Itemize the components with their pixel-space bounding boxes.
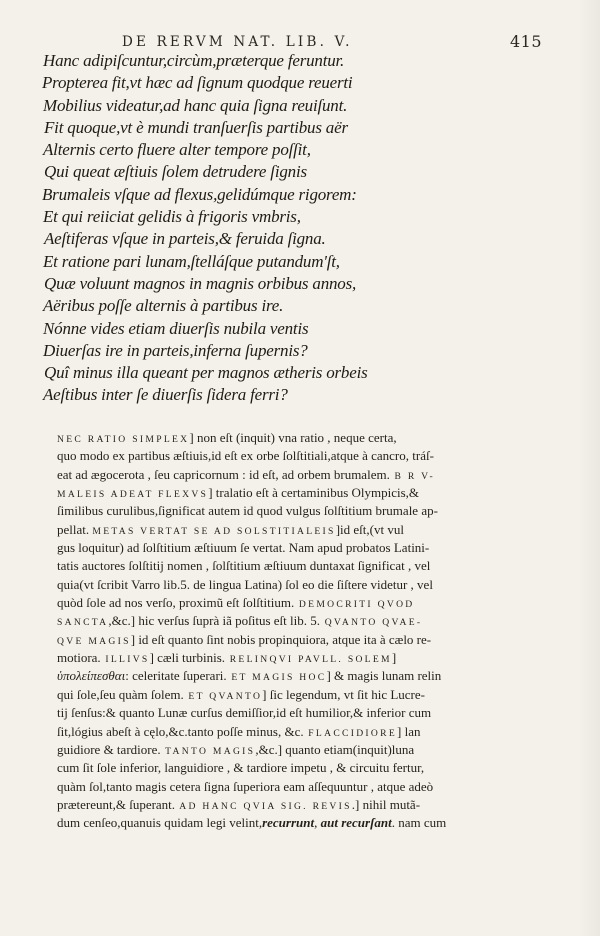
commentary-line: tij ſenſus:& quanto Lunæ curſus demiſſior,id eſt humilior,& inferior cum: [57, 705, 432, 721]
lemma: ET QVANTO: [183, 690, 263, 702]
lemma: RELINQVI PAVLL. SOLEM: [225, 654, 392, 666]
lemma: B R V-: [389, 470, 435, 482]
commentary-line: pellat. METAS VERTAT SE AD SOLSTITIALEIS]id eſt,(vt vul: [57, 521, 404, 537]
verse-line: Et qui reiiciat gelidis à frigoris vmbris,: [43, 207, 301, 227]
lemma: SANCTA: [57, 617, 109, 629]
lemma: DEMOCRITI QVOD: [294, 599, 415, 611]
commentary-line: ὑπολείπεσθαι: celeritate ſuperari. ET MAGIS HOC] & magis lunam relin: [57, 668, 442, 684]
verse-line: Quî minus illa queant per magnos ætheris orbeis: [44, 363, 368, 383]
verse-line: Alternis certo fluere alter tempore poſſit,: [43, 140, 311, 160]
verse-line: Quæ voluunt magnos in magnis orbibus annos,: [44, 273, 357, 293]
lemma: NEC RATIO SIMPLEX: [57, 434, 190, 445]
commentary-line: SANCTA,&c.] hic verſus ſuprà iã poſitus eſt lib. 5. QVANTO QVAE-: [57, 613, 423, 629]
verse-line: Aëribus poſſe alternis à partibus ire.: [43, 296, 284, 316]
page-number: 415: [509, 32, 542, 51]
page-edge-shadow: [578, 0, 600, 936]
commentary-line: quo modo ex partibus æſtiuis,id eſt ex orbe ſolſtitiali,atque à cancro, tráſ-: [57, 448, 434, 464]
verse-line: Et ratione pari lunam,ſtelláſque putandum'ſt,: [43, 251, 340, 271]
commentary-line: prætereunt,& ſuperant. AD HANC QVIA SIG. REVIS.] nihil mutã-: [57, 796, 421, 812]
commentary-line: ſit,lógius abeſt à cęlo,&c.tanto poſſe minus, &c. FLACCIDIORE] lan: [57, 723, 421, 739]
commentary-line: quàm ſol,tanto magis cetera ſigna ſuperiora eam aſſequuntur , atque adeò: [57, 778, 434, 794]
lemma: QVE MAGIS: [57, 635, 131, 647]
commentary-line: eat ad ægocerota , ſeu capricornum : id eſt, ad orbem brumalem. B R V-: [57, 466, 435, 482]
italic-variant: aut recurſant: [320, 815, 392, 831]
verse-line: Diuerſas ire in parteis,inferna ſupernis?: [43, 340, 308, 360]
lemma: ILLIVS: [100, 654, 150, 666]
commentary-line: guidiore & tardiore. TANTO MAGIS,&c.] quanto etiam(inquit)luna: [57, 741, 415, 757]
lemma: FLACCIDIORE: [303, 727, 398, 739]
commentary-line: QVE MAGIS] id eſt quanto ſint nobis propinquiora, atque ita à cælo re-: [57, 631, 432, 647]
commentary-line: ſimilibus curulibus,ſignificat autem id quod vulgus ſolſtitium brumale ap-: [57, 503, 438, 519]
greek-word: ὑπολείπεσθαι: [57, 668, 126, 684]
verse-block: [40, 50, 400, 407]
verse-line: Brumaleis vſque ad flexus,gelidúmque rigorem:: [42, 184, 357, 204]
verse-line: Hanc adipiſcuntur,circùm,præterque feruntur.: [43, 51, 345, 70]
lemma: AD HANC QVIA SIG. REVIS: [175, 800, 352, 812]
verse-line: Aeſtiferas vſque in parteis,& feruida ſigna.: [44, 229, 326, 249]
verse-line: Aeſtibus inter ſe diuerſis ſidera ferri?: [43, 385, 288, 405]
verse-line: Fit quoque,vt è mundi tranſuerſis partibus aër: [44, 117, 348, 137]
lemma: METAS VERTAT SE AD SOLSTITIALEIS: [92, 525, 336, 537]
commentary-block: [57, 429, 543, 833]
verse-line: Propterea fit,vt hæc ad ſignum quodque reuerti: [42, 73, 353, 93]
commentary-line: MALEIS ADEAT FLEXVS] tralatio eſt à certaminibus Olympicis,&: [57, 485, 420, 501]
verse-line: Qui queat æſtiuis ſolem detrudere ſignis: [44, 162, 307, 182]
verse-line: Nónne vides etiam diuerſis nubila ventis: [43, 318, 309, 338]
commentary-line: motiora. ILLIVS] cæli turbinis. RELINQVI PAVLL. SOLEM]: [57, 650, 397, 666]
commentary-line: gus loquitur) ad ſolſtitium æſtiuum ſe vertat. Nam apud probatos Latini-: [57, 540, 430, 556]
italic-variant: recurrunt: [262, 815, 315, 831]
verse-line: Mobilius videatur,ad hanc quia ſigna reuiſunt.: [43, 95, 348, 115]
lemma: QVANTO QVAE-: [320, 617, 423, 629]
commentary-line: tatis auctores ſolſtitij nomen , ſolſtitium æſtiuum duntaxat ſignificat , vel: [57, 558, 431, 574]
commentary-line: cum ſit ſole inferior, languidiore , & tardiore impetu , & circuitu fertur,: [57, 760, 425, 776]
commentary-line: quia(vt ſcribit Varro lib.5. de lingua Latina) ſol eo die ſiſtere videtur , vel: [57, 576, 433, 592]
lemma: TANTO MAGIS: [160, 745, 256, 757]
commentary-line: qui ſole,ſeu quàm ſolem. ET QVANTO] ſic legendum, vt ſit hic Lucre-: [57, 686, 425, 702]
commentary-line: quòd ſole ad nos verſo, proximũ eſt ſolſtitium. DEMOCRITI QVOD: [57, 595, 415, 611]
commentary-line: NEC RATIO SIMPLEX] non eſt (inquit) vna ratio , neque certa,: [57, 430, 397, 445]
commentary-line: dum cenſeo,quanuis quidam legi velint,recurrunt, aut recurſant. nam cum: [57, 815, 447, 831]
lemma: ET MAGIS HOC: [226, 672, 327, 684]
running-head: DE RERVM NAT. LIB. V.: [122, 34, 353, 50]
lemma: MALEIS ADEAT FLEXVS: [57, 489, 209, 501]
